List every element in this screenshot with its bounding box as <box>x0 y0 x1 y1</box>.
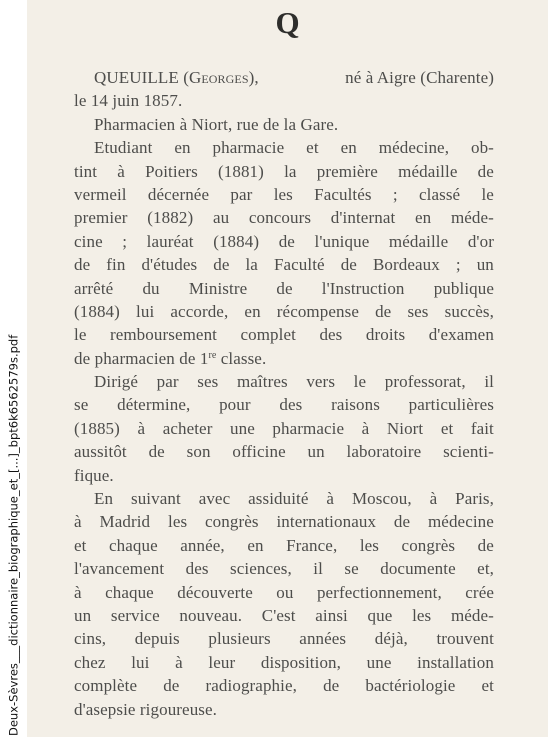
word: ainsi <box>315 605 348 625</box>
word: de <box>477 535 494 555</box>
entry-first-line <box>74 66 494 89</box>
word: ; <box>455 255 461 275</box>
word: le <box>481 184 494 204</box>
word: le <box>353 372 367 392</box>
word: classé <box>419 184 461 204</box>
word: de <box>278 231 295 251</box>
word: maîtres <box>236 372 288 392</box>
word: depuis <box>134 629 180 649</box>
word: cine <box>74 231 103 251</box>
text-line <box>74 393 494 416</box>
text-line <box>74 206 494 229</box>
word: ses <box>197 372 219 392</box>
word: années <box>299 629 347 649</box>
word: des <box>279 395 303 415</box>
word: du <box>142 278 160 298</box>
word: leur <box>208 652 236 672</box>
text-line <box>74 674 494 697</box>
word: chez <box>74 652 106 672</box>
text-line: le 14 juin 1857. <box>74 91 183 111</box>
text-line <box>74 300 494 323</box>
word: ob- <box>470 138 494 158</box>
word: à <box>117 161 125 181</box>
word: (1881) <box>218 161 264 181</box>
word: vermeil <box>74 184 127 204</box>
word: en <box>174 138 191 158</box>
text-line <box>74 230 494 253</box>
word: vers <box>306 372 336 392</box>
word: ; <box>392 184 398 204</box>
word: les <box>273 184 293 204</box>
entry-firstname: Georges <box>188 68 249 87</box>
word: (1882) <box>147 208 194 228</box>
word: un <box>476 255 494 275</box>
text-line-class <box>74 347 494 370</box>
word: lui <box>131 652 150 672</box>
word: au <box>212 208 230 228</box>
word: par <box>230 184 253 204</box>
word: pharmacie <box>212 138 285 158</box>
word: en <box>247 535 264 555</box>
word: détermine, <box>117 395 191 415</box>
word: de <box>276 278 293 298</box>
word: Moscou, <box>351 489 412 509</box>
word: fin <box>106 255 126 275</box>
word: documente <box>380 559 456 579</box>
word: Faculté <box>273 255 325 275</box>
word: médaille <box>388 231 449 251</box>
word: l'Instruction <box>321 278 405 298</box>
word: première <box>316 161 378 181</box>
text-line <box>74 651 494 674</box>
word: Poitiers <box>145 161 198 181</box>
word: complète <box>74 676 138 696</box>
word: ses <box>407 301 429 321</box>
word: les <box>168 512 188 532</box>
word: méde- <box>450 605 494 625</box>
word: cins, <box>74 629 107 649</box>
pdf-filename-strip <box>0 0 27 737</box>
section-letter-heading: Q <box>275 5 300 40</box>
word: scienti- <box>443 442 494 462</box>
word: premier <box>74 208 128 228</box>
text-line <box>74 277 494 300</box>
word: internationaux <box>276 512 377 532</box>
word: nouveau. <box>179 605 243 625</box>
text-line <box>74 370 494 393</box>
word: se <box>74 395 89 415</box>
word: et, <box>477 559 494 579</box>
word: de <box>163 676 180 696</box>
word: En <box>94 489 114 509</box>
word: congrès <box>401 535 456 555</box>
word: une <box>230 418 255 438</box>
word: professorat, <box>384 372 466 392</box>
text-line <box>74 581 494 604</box>
word: ou <box>276 582 294 602</box>
word: son <box>186 442 211 462</box>
word: l'avancement <box>74 559 165 579</box>
word: service <box>110 605 160 625</box>
word: méde- <box>450 208 494 228</box>
word: décernée <box>147 184 210 204</box>
word: sciences, <box>230 559 292 579</box>
word: laboratoire <box>346 442 422 462</box>
word: Ministre <box>188 278 248 298</box>
word: et <box>306 138 319 158</box>
word: les <box>412 605 432 625</box>
word: droits <box>365 325 406 345</box>
word: déjà, <box>374 629 408 649</box>
word: arrêté <box>74 278 114 298</box>
word: de <box>477 161 494 181</box>
text-line <box>74 534 494 557</box>
word: Etudiant <box>94 138 153 158</box>
text-line <box>74 417 494 440</box>
entry-name-group: QUEUILLE (Georges), <box>94 68 259 87</box>
word: en <box>415 208 432 228</box>
word: un <box>74 605 92 625</box>
pdf-filename-label: Deux-Sèvres___dictionnaire_biographique_et_[...]_bpt6k6562579s.pdf <box>6 334 21 736</box>
word: Madrid <box>99 512 151 532</box>
text-line <box>74 440 494 463</box>
word: pour <box>219 395 251 415</box>
entry-surname: QUEUILLE <box>94 68 179 87</box>
word: officine <box>232 442 286 462</box>
word: à <box>361 418 370 438</box>
word: à <box>74 512 82 532</box>
word: se <box>344 559 359 579</box>
class-line-tail: classe. <box>216 348 267 368</box>
word: disposition, <box>260 652 341 672</box>
word: lui <box>136 301 155 321</box>
word: installation <box>417 652 494 672</box>
word: remboursement <box>109 325 217 345</box>
word: chaque <box>109 535 158 555</box>
word: accorde, <box>170 301 229 321</box>
word: concours <box>248 208 312 228</box>
word: les <box>359 535 380 555</box>
text-line <box>74 136 494 159</box>
word: médaille <box>398 161 458 181</box>
word: le <box>74 325 87 345</box>
word: suivant <box>130 489 181 509</box>
word: congrès <box>205 512 259 532</box>
word: France, <box>286 535 338 555</box>
word: Niort <box>386 418 424 438</box>
word: à <box>429 489 438 509</box>
word: pharmacie <box>272 418 345 438</box>
word: (1884) <box>74 301 120 321</box>
word: à <box>175 652 183 672</box>
word: acheter <box>162 418 213 438</box>
word: des <box>185 559 209 579</box>
text-line <box>74 557 494 580</box>
word: à <box>137 418 146 438</box>
word: Facultés <box>314 184 372 204</box>
class-line-text: de pharmacien de 1 <box>74 348 209 368</box>
entry-birthplace: né à Aigre (Charente) <box>345 68 494 87</box>
text-line <box>74 627 494 650</box>
word: d'études <box>141 255 198 275</box>
word: année, <box>180 535 225 555</box>
word: à <box>74 582 82 602</box>
word: par <box>156 372 179 392</box>
word: médecine <box>427 512 494 532</box>
word: médecine, <box>378 138 450 158</box>
class-superscript: re <box>208 349 217 361</box>
word: aussitôt <box>74 442 127 462</box>
word: d'or <box>467 231 494 251</box>
word: fait <box>470 418 494 438</box>
text-line <box>74 487 494 510</box>
word: la <box>284 161 297 181</box>
word: tint <box>74 161 98 181</box>
word: en <box>340 138 357 158</box>
text-line <box>74 604 494 627</box>
word: une <box>366 652 392 672</box>
word: découverte <box>177 582 253 602</box>
word: avec <box>198 489 231 509</box>
text-line: d'asepsie rigoureuse. <box>74 699 218 719</box>
word: perfectionnement, <box>316 582 442 602</box>
word: crée <box>465 582 494 602</box>
word: de <box>213 255 230 275</box>
text-line <box>74 183 494 206</box>
word: l'unique <box>314 231 370 251</box>
word: succès, <box>444 301 494 321</box>
text-line <box>74 253 494 276</box>
word: et <box>440 418 454 438</box>
word: radiographie, <box>205 676 297 696</box>
word: Dirigé <box>94 372 139 392</box>
word: (1885) <box>74 418 120 438</box>
word: raisons <box>331 395 380 415</box>
word: la <box>245 255 258 275</box>
word: et <box>481 676 494 696</box>
word: plusieurs <box>208 629 271 649</box>
word: d'examen <box>428 325 494 345</box>
word: Paris, <box>455 489 494 509</box>
word: que <box>367 605 393 625</box>
word: particulières <box>408 395 494 415</box>
document-page <box>27 0 548 737</box>
word: et <box>74 535 87 555</box>
text-line <box>74 510 494 533</box>
word: lauréat <box>146 231 194 251</box>
text-line <box>74 323 494 346</box>
word: publique <box>433 278 494 298</box>
word: bactériologie <box>365 676 456 696</box>
text-line <box>74 160 494 183</box>
word: il <box>313 559 323 579</box>
word: complet <box>240 325 296 345</box>
word: de <box>375 301 392 321</box>
word: (1884) <box>213 231 260 251</box>
word: d'internat <box>330 208 396 228</box>
word: à <box>326 489 335 509</box>
word: chaque <box>105 582 154 602</box>
word: de <box>74 255 91 275</box>
word: trouvent <box>436 629 494 649</box>
biography-entry <box>74 66 494 721</box>
word: il <box>484 372 494 392</box>
word: assiduité <box>248 489 309 509</box>
word: ; <box>122 231 128 251</box>
word: un <box>307 442 325 462</box>
word: Bordeaux <box>372 255 440 275</box>
word: des <box>319 325 343 345</box>
word: en <box>244 301 261 321</box>
text-line: Pharmacien à Niort, rue de la Gare. <box>94 114 339 134</box>
word: de <box>148 442 165 462</box>
word: de <box>323 676 340 696</box>
word: de <box>393 512 411 532</box>
text-line: fique. <box>74 465 114 485</box>
word: récompense <box>276 301 359 321</box>
word: C'est <box>261 605 296 625</box>
word: de <box>340 255 357 275</box>
